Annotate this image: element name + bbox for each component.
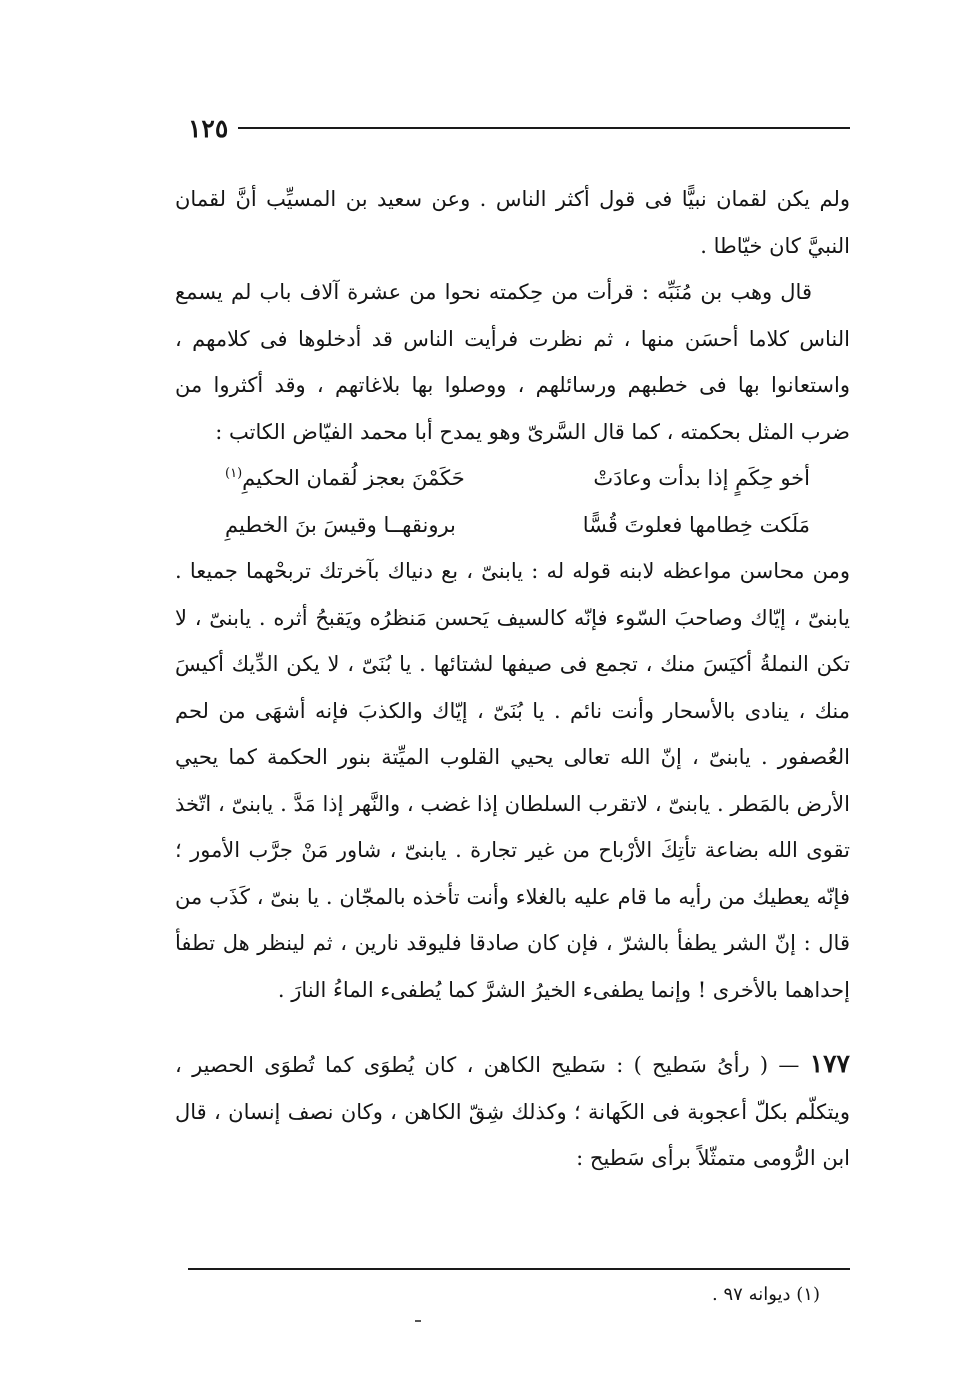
print-speck	[415, 1320, 421, 1322]
page-number: ١٢٥	[188, 114, 229, 143]
verse-line-1	[175, 455, 850, 502]
footnote-rule	[188, 1268, 850, 1270]
footnote: (١) ديوانه ٩٧ .	[712, 1284, 820, 1305]
verse-1-right-hemistich: أخو حِكَمٍ إذا بدأت وعادَتْ	[593, 466, 810, 490]
paragraph-admonitions: ومن محاسن مواعظه لابنه قوله له : يابنىّ ، بع دنياك بآخرتك تربحْهما جميعا . يابنىّ ، إيّاك وصاحبَ السّوء فإنّه كالسيف يَحسن مَنظرُه ويَقبحُ أثره . يابنىّ ، لا تكن النملةُ أكيَسَ منك ، تجمع فى صيفها لشتائها . يا بُنَىّ ، لا يكن الدِّيك أكيسَ منك ، ينادى بالأسحار وأنت نائم . يا بُنَىّ ، إيّاك والكذبَ فإنه أشهَى من لحم العُصفور . يابنىّ ، إنّ الله تعالى يحيي القلوب الميِّتة بنور الحكمة كما يحيي الأرض بالمَطر . يابنىّ ، لاتقرب السلطان إذا غضب ، والنَّهر إذا مَدَّ . يابنىّ ، اتّخذ تقوى الله بضاعة تأتِكَ الأرْباح من غير تجارة . يابنىّ ، شاور مَنْ جرَّب الأمور ؛ فإنّه يعطيك من رأيه ما قام عليه بالغلاء وأنت تأخذه بالمجّان . يا بنىّ ، كَذَب من قال : إنّ الشر يطفأ بالشرّ ، فإن كان صادقا فليوقد نارين ، ثم لينظر هل تطفأ إحداهما بالأخرى ! وإنما يطفىء الخيرُ الشرَّ كما يُطفىء الماءُ النارَ .	[175, 559, 850, 1002]
header-rule	[238, 127, 850, 129]
entry-177-text: — ( رأىُ سَطيح ) : سَطيح الكاهن ، كان يُطوَى كما تُطوَى الحصير ، ويتكلّم بكلّ أعجوبة فى الكَهانة ؛ وكذلك شِقّ الكاهن ، وكان نصف إنسان ، قال ابن الرُّومى متمثّلاً برأى سَطيح :	[175, 1053, 850, 1170]
page-header	[188, 112, 850, 146]
verse-1-left-hemistich	[225, 455, 465, 502]
verse-1-left-text: حَكَمْنَ بعجز لُقمان الحكيمِ	[242, 466, 465, 490]
paragraph-wahb-quote: قال وهب بن مُنَبِّه : قرأت من حِكمته نحوا من عشرة آلاف باب لم يسمع الناس كلاما أحسَن منها ، ثم نظرت فرأيت الناس قد أدخلوها فى كلامهم ، واستعانوا بها فى خطبهم ورسائلهم ، ووصلوا بها بلاغاتهم ، وقد أكثروا من ضرب المثل بحكمته ، كما قال السَّرىّ وهو يمدح أبا محمد الفيّاض الكاتب :	[175, 280, 850, 444]
entry-number: ١٧٧	[809, 1049, 850, 1078]
entry-gap	[175, 1013, 850, 1041]
verse-line-2	[175, 502, 850, 549]
verse-2-right-hemistich: مَلَكت خِطامها فعلوتَ قُسًّا	[582, 512, 810, 537]
paragraph-lukman-prophethood: ولم يكن لقمان نبيًّا فى قول أكثر الناس . وعن سعيد بن المسيِّب أنَّ لقمان النبيَّ كان خيّاطا .	[175, 187, 850, 258]
footnote-marker: (١)	[225, 466, 243, 481]
body-text	[175, 176, 850, 1182]
paragraph-entry-177	[175, 1041, 850, 1182]
verse-2-left-hemistich: برونقهــا وقيسَ بنَ الخطيمِ	[225, 512, 456, 537]
